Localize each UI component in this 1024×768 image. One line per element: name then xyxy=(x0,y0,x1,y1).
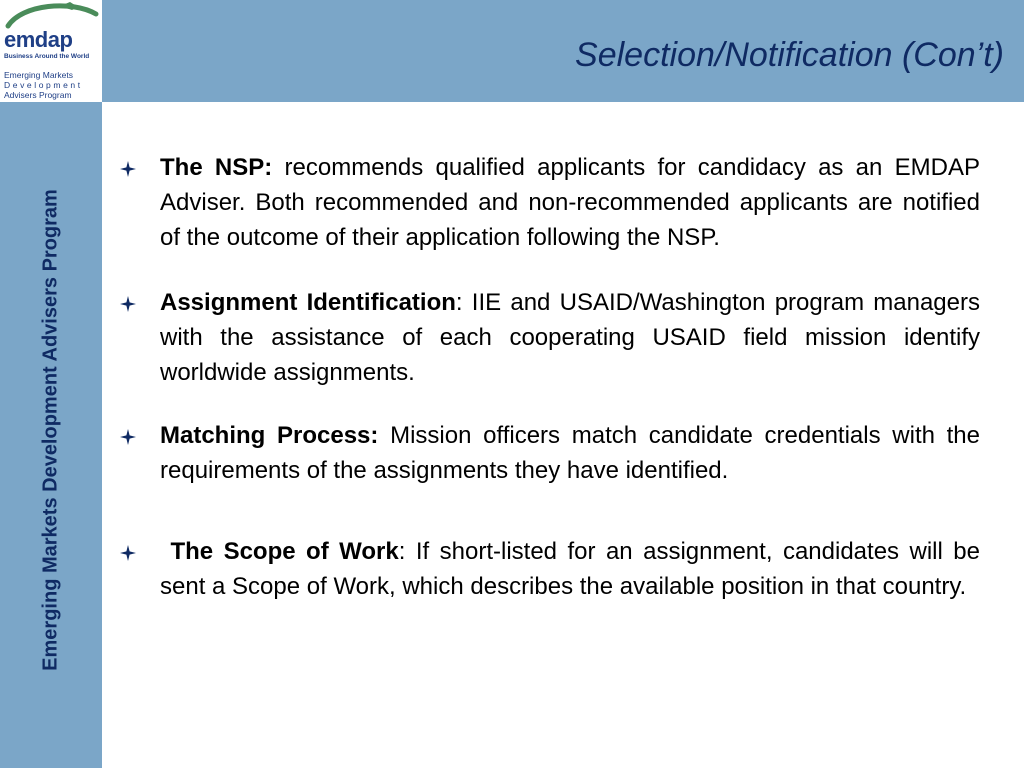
bullet-separator: : xyxy=(398,538,416,565)
bullet-text: IIE and USAID/Washington program managers with the assistance of each cooperating USAID field mission identify worldwide assignments. xyxy=(160,289,980,386)
bullet-lead: Matching Process: xyxy=(160,422,379,449)
bullet-text: Mission officers match candidate credentials with the requirements of the assignments they have identified. xyxy=(160,422,981,484)
bullet-item-scope-of-work xyxy=(120,534,980,604)
logo-tagline: Business Around the World xyxy=(4,53,90,60)
bullet-item-matching-process xyxy=(120,418,980,488)
bullet-text: recommends qualified applicants for candidacy as an EMDAP Adviser. Both recommended and non-recommended applicants are notified of the outcome of their application following the NSP. xyxy=(160,154,980,251)
bullet-item-assignment-identification xyxy=(120,285,980,390)
bullet-item-nsp xyxy=(120,150,980,255)
sidebar-program-label: Emerging Markets Development Advisers Program xyxy=(39,189,62,671)
four-point-star-icon xyxy=(120,296,136,312)
emdap-logo xyxy=(0,0,102,102)
bullet-lead: The Scope of Work xyxy=(160,538,399,565)
logo-line-2: Development xyxy=(4,80,83,90)
globe-arc-icon xyxy=(0,0,102,30)
bullet-list xyxy=(120,150,980,604)
logo-wordmark: emdap xyxy=(4,27,73,52)
bullet-lead: The NSP: xyxy=(160,154,273,181)
four-point-star-icon xyxy=(120,545,136,561)
bullet-separator: : xyxy=(455,289,472,316)
logo-line-1: Emerging Markets xyxy=(4,70,73,80)
logo-line-3: Advisers Program xyxy=(4,90,72,100)
four-point-star-icon xyxy=(120,429,136,445)
bullet-text: If short-listed for an assignment, candidates will be sent a Scope of Work, which describes the available position in that country. xyxy=(160,538,980,600)
bullet-separator xyxy=(272,154,284,181)
bullet-lead: Assignment Identification xyxy=(160,289,456,316)
bullet-separator xyxy=(378,422,390,449)
slide-title: Selection/Notification (Con’t) xyxy=(575,36,1004,74)
four-point-star-icon xyxy=(120,161,136,177)
